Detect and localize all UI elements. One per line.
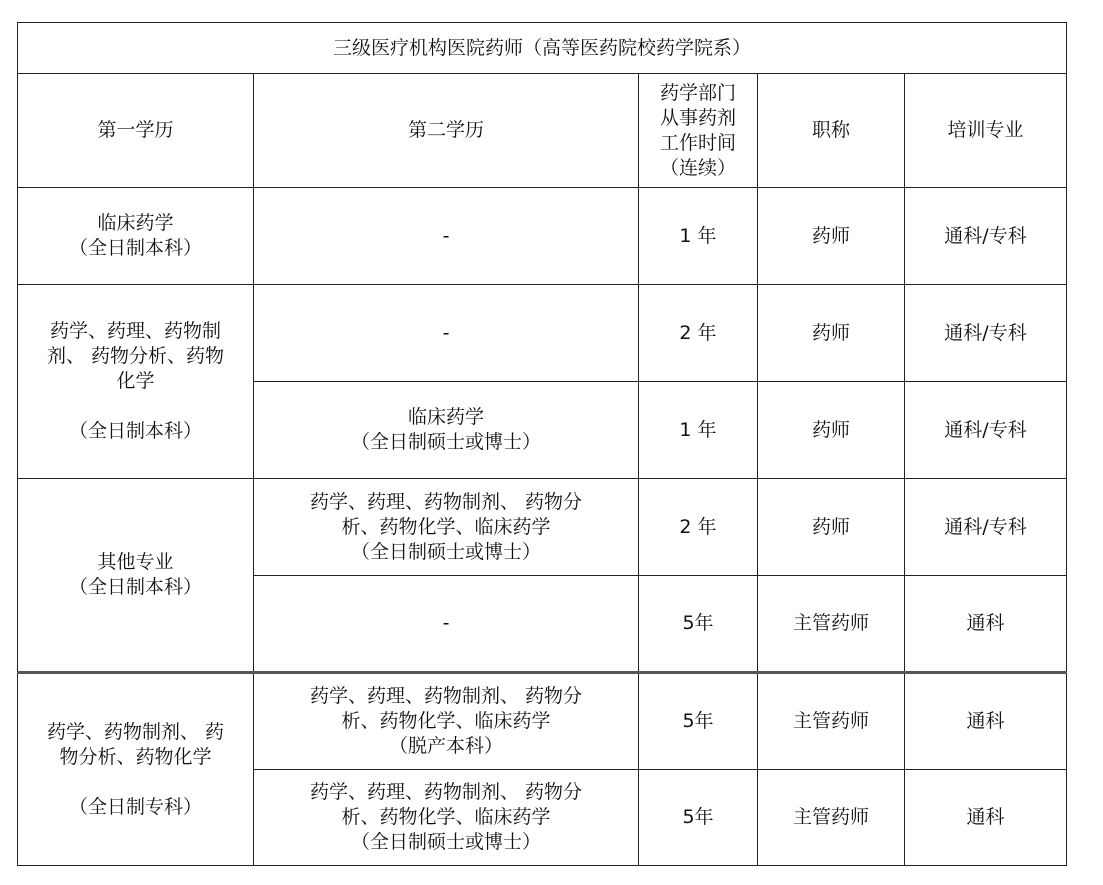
second-degree-cell — [254, 576, 639, 673]
second-degree-cell — [254, 770, 639, 866]
header-work-time-line: 工作时间 — [659, 131, 736, 154]
first-degree-cell — [18, 479, 254, 673]
title-cell: 主管药师 — [758, 576, 905, 673]
header-work-time — [639, 74, 758, 188]
first-degree-line: （全日制本科） — [68, 576, 202, 598]
second-degree-line: - — [442, 224, 450, 247]
title-cell: 主管药师 — [758, 770, 905, 866]
work-time-cell: 1 年 — [639, 188, 758, 285]
second-degree-line: 析、药物化学、临床药学 — [341, 806, 551, 828]
second-degree-line: 药学、药理、药物制剂、 药物分 — [309, 490, 583, 513]
first-degree-line: 其他专业 — [97, 551, 174, 573]
training-cell: 通科/专科 — [905, 285, 1067, 382]
header-title: 职称 — [758, 74, 905, 188]
second-degree-cell — [254, 673, 639, 770]
title-cell: 药师 — [758, 479, 905, 576]
training-cell: 通科/专科 — [905, 188, 1067, 285]
first-degree-cell — [18, 285, 254, 479]
first-degree-line: （全日制本科） — [68, 237, 202, 259]
work-time-cell: 5年 — [639, 576, 758, 673]
header-training: 培训专业 — [905, 74, 1067, 188]
training-cell: 通科 — [905, 770, 1067, 866]
training-cell: 通科 — [905, 673, 1067, 770]
second-degree-cell — [254, 188, 639, 285]
second-degree-cell — [254, 479, 639, 576]
training-cell: 通科/专科 — [905, 479, 1067, 576]
header-work-time-line: 药学部门 — [659, 81, 736, 104]
first-degree-line: 物分析、药物化学 — [59, 745, 212, 768]
second-degree-line: - — [442, 612, 450, 634]
title-row — [18, 23, 1067, 74]
first-degree-line: 剂、 药物分析、药物 — [46, 345, 225, 367]
first-degree-line: （全日制专科） — [68, 795, 202, 818]
header-first-degree: 第一学历 — [18, 74, 254, 188]
second-degree-line: 药学、药理、药物制剂、 药物分 — [309, 685, 583, 707]
second-degree-line: 临床药学 — [407, 406, 484, 428]
header-work-time-line: （连续） — [659, 156, 736, 179]
second-degree-line: - — [442, 321, 450, 344]
second-degree-cell — [254, 285, 639, 382]
second-degree-line: 析、药物化学、临床药学 — [341, 515, 551, 538]
training-cell: 通科/专科 — [905, 382, 1067, 479]
second-degree-line: （全日制硕士或博士） — [350, 831, 541, 853]
first-degree-cell — [18, 673, 254, 866]
training-cell: 通科 — [905, 576, 1067, 673]
first-degree-line: （全日制本科） — [68, 420, 202, 442]
first-degree-line: 药学、药物制剂、 药 — [46, 720, 225, 743]
pharmacist-requirements-table — [17, 22, 1067, 866]
work-time-cell: 2 年 — [639, 479, 758, 576]
title-cell: 药师 — [758, 285, 905, 382]
table-title: 三级医疗机构医院药师（高等医药院校药学院系） — [18, 23, 1067, 74]
first-degree-cell — [18, 188, 254, 285]
second-degree-line: （全日制硕士或博士） — [350, 540, 541, 563]
work-time-cell: 1 年 — [639, 382, 758, 479]
title-cell: 药师 — [758, 382, 905, 479]
second-degree-line: （全日制硕士或博士） — [350, 431, 541, 453]
header-row — [18, 74, 1067, 188]
table-row — [18, 188, 1067, 285]
header-second-degree: 第二学历 — [254, 74, 639, 188]
work-time-cell: 5年 — [639, 673, 758, 770]
table-row — [18, 479, 1067, 576]
second-degree-cell — [254, 382, 639, 479]
table-row — [18, 673, 1067, 770]
first-degree-line: 化学 — [116, 370, 155, 392]
title-cell: 药师 — [758, 188, 905, 285]
work-time-cell: 5年 — [639, 770, 758, 866]
work-time-cell: 2 年 — [639, 285, 758, 382]
second-degree-line: 药学、药理、药物制剂、 药物分 — [309, 781, 583, 803]
first-degree-line: 药学、药理、药物制 — [49, 320, 221, 342]
first-degree-line: 临床药学 — [97, 212, 174, 234]
second-degree-line: （脱产本科） — [388, 735, 503, 757]
second-degree-line: 析、药物化学、临床药学 — [341, 710, 551, 732]
table-row — [18, 285, 1067, 382]
header-work-time-line: 从事药剂 — [659, 106, 736, 129]
title-cell: 主管药师 — [758, 673, 905, 770]
